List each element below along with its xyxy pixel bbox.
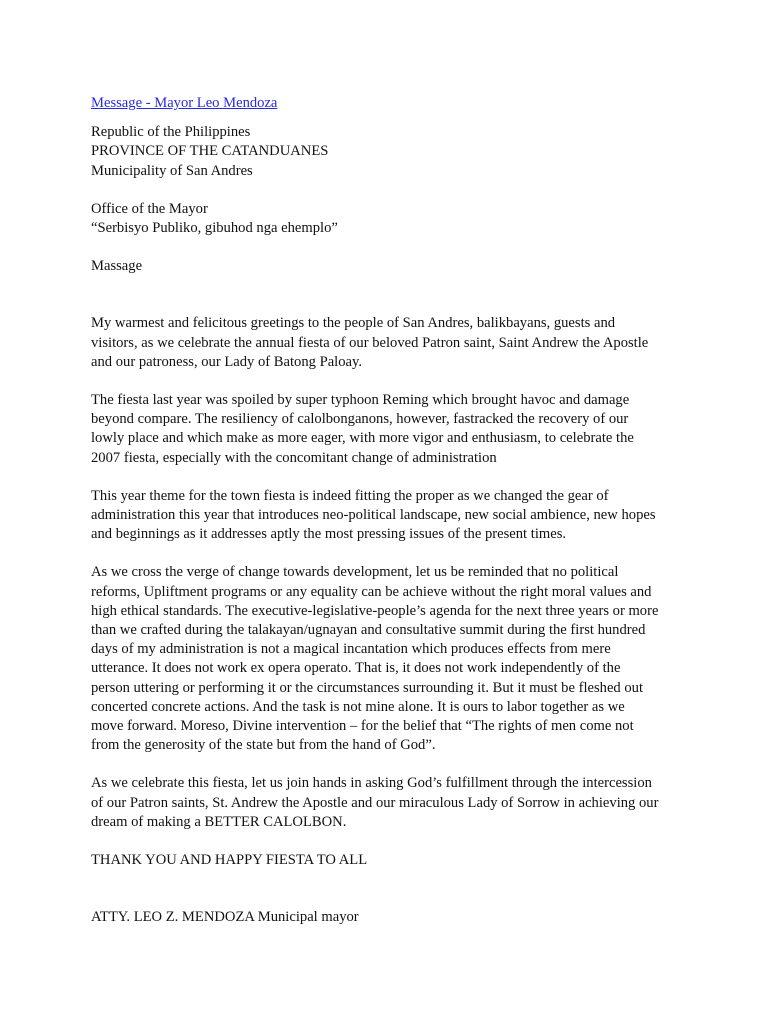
paragraph-celebrate: [91, 774, 681, 832]
title-link[interactable]: Message - Mayor Leo Mendoza: [91, 95, 278, 111]
letterhead-country: Republic of the Philippines: [91, 124, 251, 141]
paragraph-line: This year theme for the town fiesta is indeed fitting the proper as we changed the gear of: [91, 487, 609, 504]
paragraph-line: beyond compare. The resiliency of calolbonganons, however, fastracked the recovery of our: [91, 411, 629, 428]
paragraph-line: reforms, Upliftment programs or any equality can be achieve without the right moral values and: [91, 583, 652, 600]
office-block: [91, 200, 681, 238]
paragraph-line: utterance. It does not work ex opera operato. That is, it does not work independently of the: [91, 660, 621, 677]
letterhead: [91, 123, 681, 181]
paragraph-line: administration this year that introduces neo-political landscape, new social ambience, new hopes: [91, 507, 656, 524]
paragraph-line: from the generosity of the state but from the hand of God”.: [91, 737, 436, 754]
paragraph-line: visitors, as we celebrate the annual fiesta of our beloved Patron saint, Saint Andrew the Apostle: [91, 334, 649, 351]
paragraph-line: The fiesta last year was spoiled by super typhoon Reming which brought havoc and damage: [91, 392, 630, 409]
paragraph-line: concerted concrete actions. And the task is not mine alone. It is ours to labor together as we: [91, 698, 625, 715]
letterhead-province: PROVINCE OF THE CATANDUANES: [91, 143, 329, 160]
letterhead-municipality: Municipality of San Andres: [91, 162, 253, 179]
paragraph-greetings: [91, 314, 681, 372]
paragraph-line: and our patroness, our Lady of Batong Paloay.: [91, 353, 363, 370]
paragraph-line: move forward. Moreso, Divine intervention – for the belief that “The rights of men come not: [91, 718, 634, 735]
closing-line: THANK YOU AND HAPPY FIESTA TO ALL: [91, 852, 368, 869]
paragraph-line: than we crafted during the talakayan/ugnayan and consultative summit during the first hundred: [91, 622, 646, 639]
paragraph-theme: [91, 487, 681, 545]
paragraph-line: My warmest and felicitous greetings to the people of San Andres, balikbayans, guests and: [91, 315, 616, 332]
paragraph-line: and beginnings as it addresses aptly the most pressing issues of the present times.: [91, 526, 567, 543]
paragraph-line: days of my administration is not a magical incantation which produces effects from mere: [91, 641, 611, 658]
paragraph-line: lowly place and which make as more eager, with more vigor and enthusiasm, to celebrate the: [91, 430, 634, 447]
document-page: [91, 94, 681, 928]
paragraph-change: [91, 563, 681, 755]
paragraph-line: of our Patron saints, St. Andrew the Apostle and our miraculous Lady of Sorrow in achieving our: [91, 794, 659, 811]
signature-line: ATTY. LEO Z. MENDOZA Municipal mayor: [91, 909, 359, 926]
paragraph-line: As we celebrate this fiesta, let us join hands in asking God’s fulfillment through the intercession: [91, 775, 652, 792]
paragraph-line: high ethical standards. The executive-legislative-people’s agenda for the next three years or more: [91, 602, 659, 619]
paragraph-line: person uttering or performing it or the circumstances surrounding it. But it must be fleshed out: [91, 679, 644, 696]
paragraph-typhoon: [91, 391, 681, 468]
paragraph-line: As we cross the verge of change towards development, let us be reminded that no political: [91, 564, 619, 581]
office-motto: “Serbisyo Publiko, gibuhod nga ehemplo”: [91, 220, 338, 237]
paragraph-line: 2007 fiesta, especially with the concomitant change of administration: [91, 449, 497, 466]
office-name: Office of the Mayor: [91, 200, 208, 217]
paragraph-line: dream of making a BETTER CALOLBON.: [91, 813, 347, 830]
massage-label: Massage: [91, 258, 143, 275]
